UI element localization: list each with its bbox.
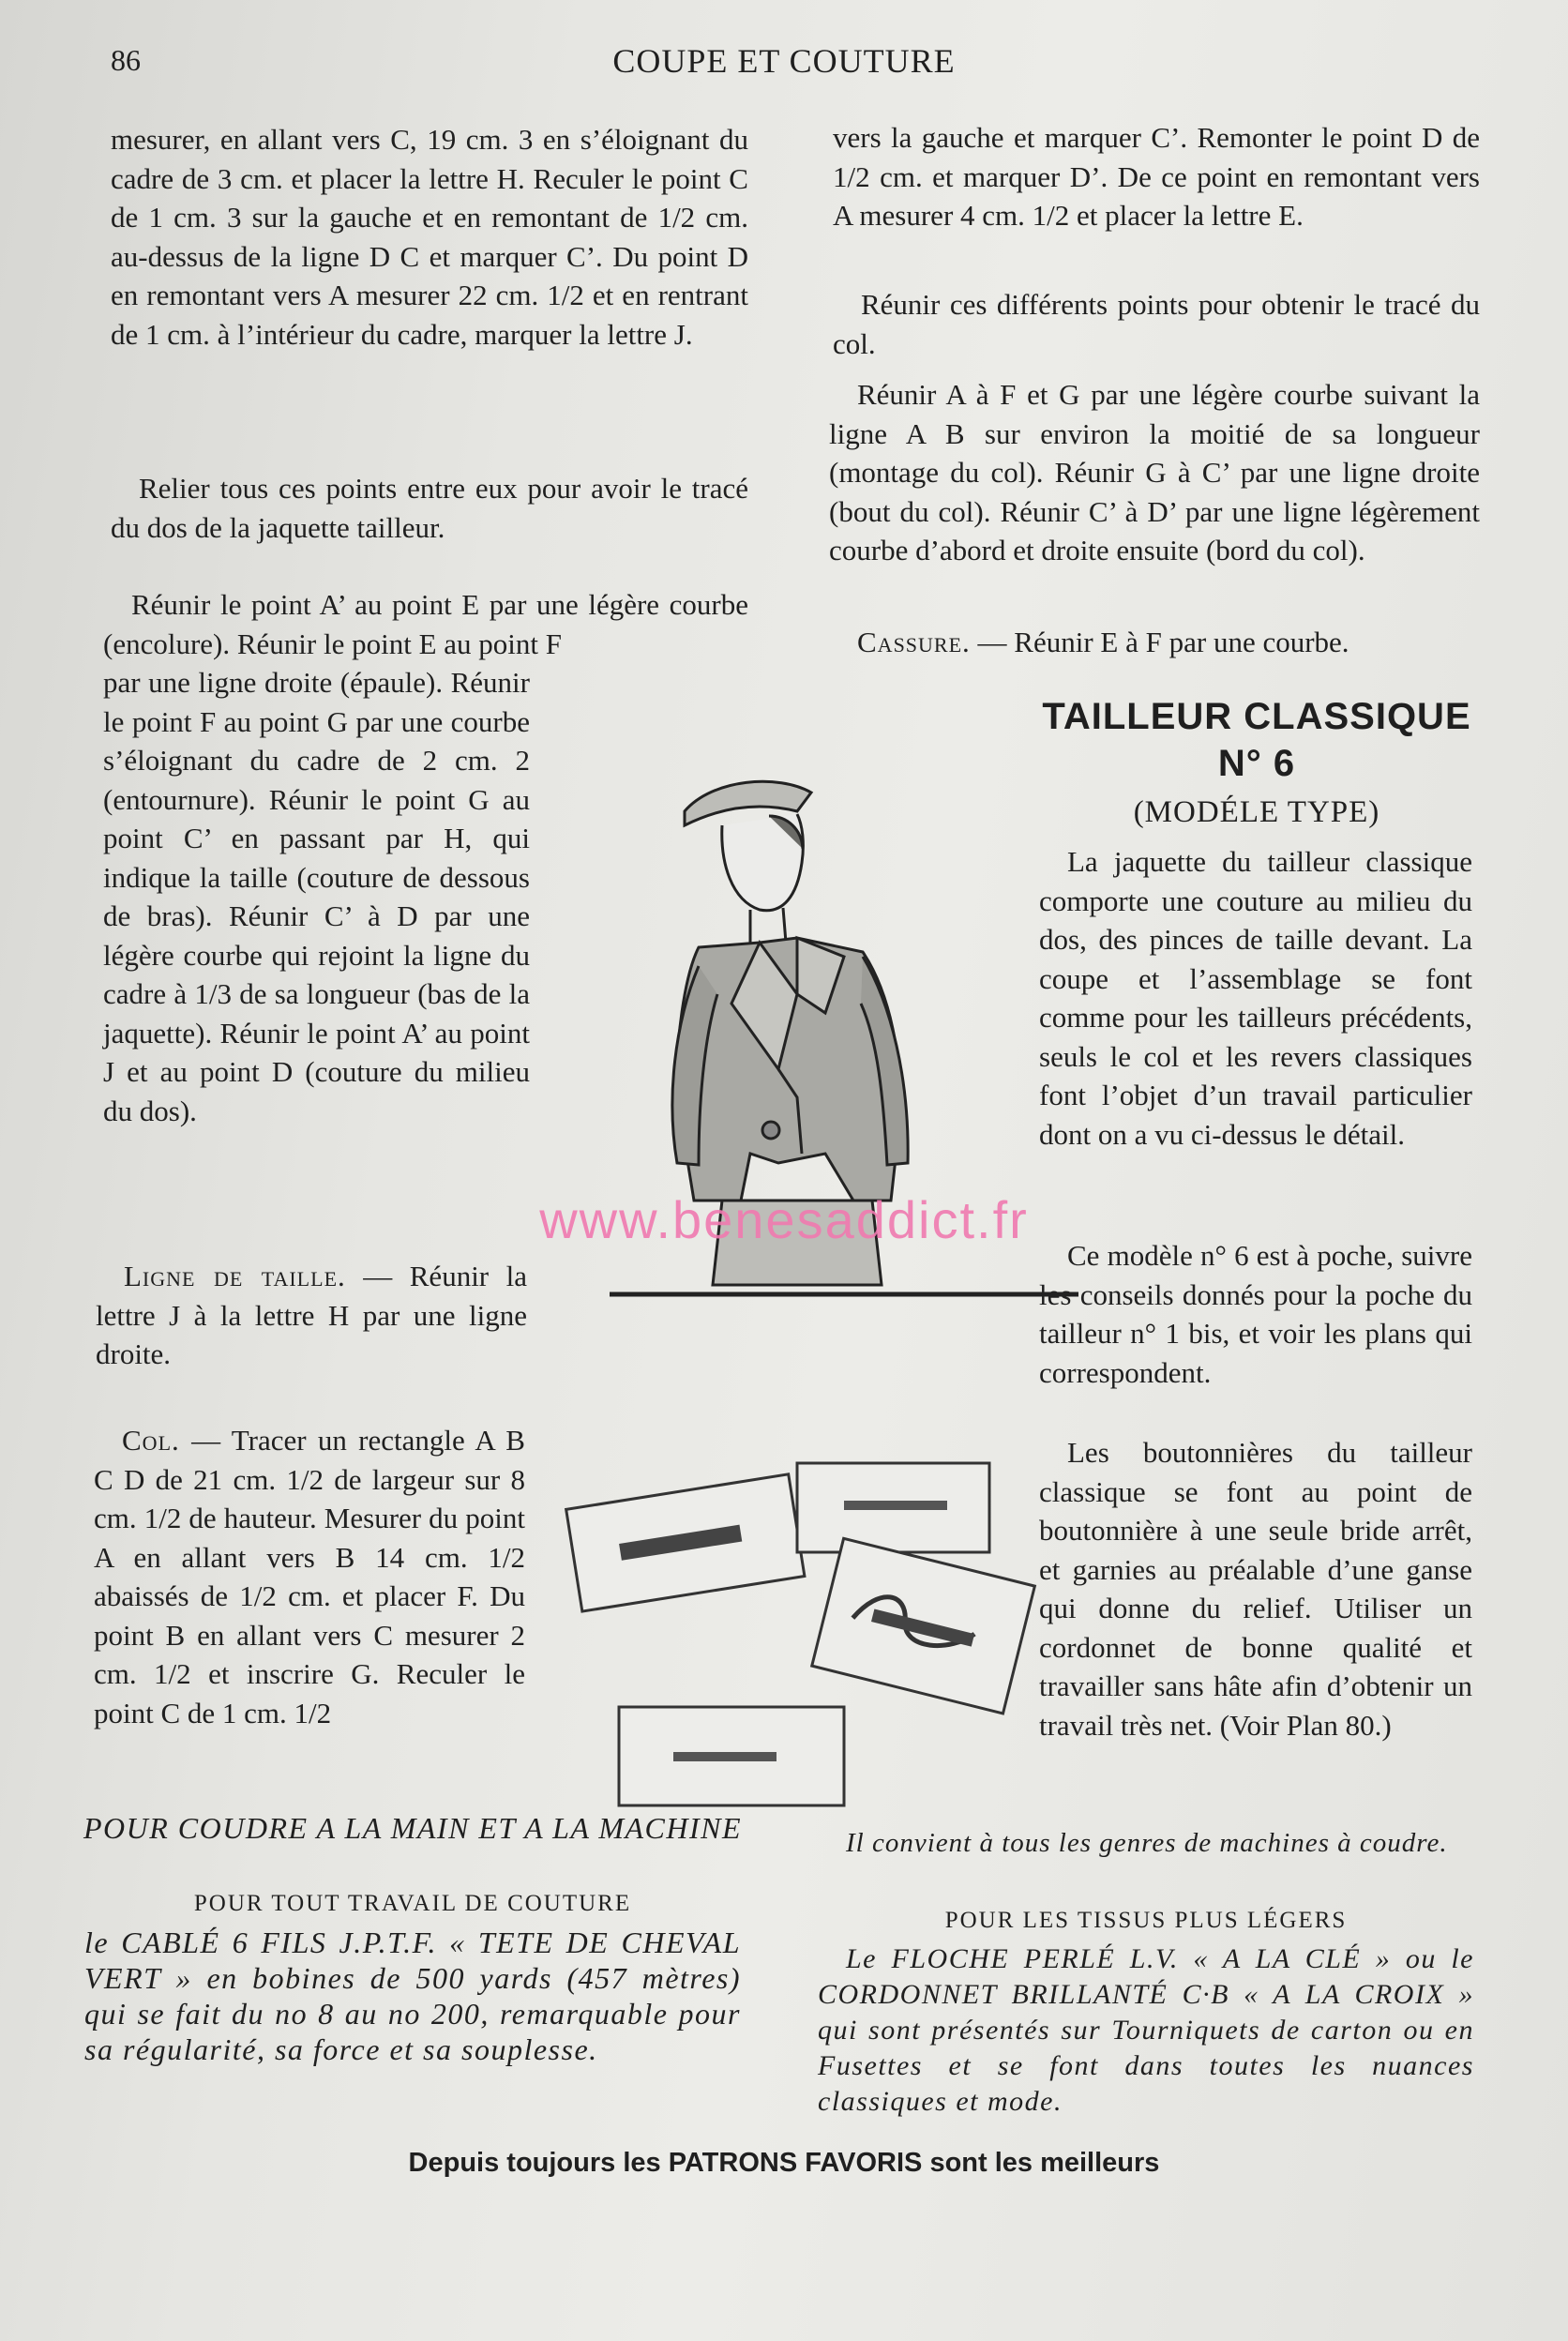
right-paragraph-6: Les boutonnières du tailleur classique se font au point de boutonnière à une seule bride arrêt, et garnies au préalable d’une ganse qui donne du relief. Utiliser un cordonnet de bonne qualité et travailler sans hâte afin d’obtenir un travail très net. (Voir Plan 80.)	[1039, 1436, 1472, 1742]
ad-left-body: le CABLÉ 6 FILS J.P.T.F. « TETE DE CHEVAL VERT » en bobines de 500 yards (457 mètres) qui se fait du no 8 au no 200, remarquable pour sa régularité, sa force et sa souplesse.	[84, 1926, 741, 2066]
cassure-text: — Réunir E à F par une courbe.	[970, 626, 1349, 658]
ad-right-subtitle: POUR LES TISSUS PLUS LÉGERS	[944, 1908, 1348, 1933]
right-paragraph-1: vers la gauche et marquer C’. Remonter le point D de 1/2 cm. et marquer D’. De ce point en remontant vers A mesurer 4 cm. 1/2 et placer la lettre E.	[833, 121, 1480, 232]
ligne-de-taille-paragraph	[96, 1257, 527, 1374]
ad-left-title: POUR COUDRE A LA MAIN ET A LA MACHINE	[83, 1811, 743, 1845]
ad-right-body: Le FLOCHE PERLÉ L.V. « A LA CLÉ » ou le CORDONNET BRILLANTÉ C·B « A LA CROIX » qui sont présentés sur Tourniquets de carton ou en Fusettes et se font dans toutes les nuances classiques et mode.	[818, 1943, 1474, 2117]
watermark-text: www.benesaddict.fr	[539, 1190, 1029, 1249]
left-paragraph-2: Relier tous ces points entre eux pour avoir le tracé du dos de la jaquette tailleur.	[111, 472, 748, 544]
section-heading-title: TAILLEUR CLASSIQUE	[1042, 696, 1471, 737]
page-number: 86	[111, 43, 141, 77]
left-paragraph-1: mesurer, en allant vers C, 19 cm. 3 en s’éloignant du cadre de 3 cm. et placer la lettre H. Reculer le point C de 1 cm. 3 sur la gauche et en remontant de 1/2 cm. au-dessus de la ligne D C et marquer C’. Du point D en remontant vers A mesurer 22 cm. 1/2 et en rentrant de 1 cm. à l’intérieur du cadre, marquer la lettre J.	[111, 123, 748, 351]
section-heading-number: N° 6	[1217, 743, 1296, 784]
right-paragraph-4: La jaquette du tailleur classique comporte une couture au milieu du dos, des pinces de taille devant. La coupe et l’assemblage se font comme pour les tailleurs précédents, seuls le col et les revers classiques font l’objet d’un travail particulier dont on a vu ci-dessus le détail.	[1039, 845, 1472, 1151]
right-paragraph-2: Réunir ces différents points pour obtenir le tracé du col.	[833, 288, 1480, 360]
right-paragraph-5: Ce modèle n° 6 est à poche, suivre les conseils donnés pour la poche du tailleur n° 1 bis, et voir les plans qui correspondent.	[1039, 1239, 1472, 1389]
ad-left-subtitle: POUR TOUT TRAVAIL DE COUTURE	[193, 1891, 632, 1916]
ad-right-title: Il convient à tous les genres de machines à coudre.	[846, 1828, 1448, 1858]
cassure-label: Cassure.	[857, 626, 971, 658]
left-paragraph-3b: par une ligne droite (épaule). Réunir le point F au point G par une courbe s’éloignant du cadre de 2 cm. 2 (entournure). Réunir le point G au point C’ en passant par H, qui indique la taille (couture de dessous de bras). Réunir C’ à D par une légère courbe qui rejoint la ligne du cadre à 1/3 de sa longueur (bas de la jaquette). Réunir le point A’ au point J et au point D (couture du milieu du dos).	[103, 666, 530, 1127]
ligne-de-taille-text: — Réunir la lettre J à la lettre H par une ligne droite.	[96, 1260, 528, 1370]
ligne-de-taille-label: Ligne de taille.	[124, 1260, 346, 1292]
cassure-paragraph	[829, 623, 1480, 662]
running-head: COUPE ET COUTURE	[612, 42, 956, 80]
section-heading-subtitle: (MODÉLE TYPE)	[1133, 795, 1380, 829]
footer-slogan: Depuis toujours les PATRONS FAVORIS sont les meilleurs	[408, 2148, 1160, 2178]
buttonhole-diagrams	[563, 1454, 1050, 1820]
col-paragraph	[94, 1421, 525, 1732]
col-label: Col.	[122, 1424, 180, 1457]
col-text: — Tracer un rectangle A B C D de 21 cm. 1/2 de largeur sur 8 cm. 1/2 de hauteur. Mesurer du point A en allant vers B 14 cm. 1/2 abaissés de 1/2 cm. et placer F. Du point B en allant vers C mesurer 2 cm. 1/2 et inscrire G. Reculer le point C de 1 cm. 1/2	[94, 1424, 525, 1729]
left-paragraph-3a: Réunir le point A’ au point E par une légère courbe (encolure). Réunir le point E au point F	[103, 588, 748, 660]
right-paragraph-3: Réunir A à F et G par une légère courbe suivant la ligne A B sur environ la moitié de sa longueur (montage du col). Réunir G à C’ par une ligne droite (bout du col). Réunir C’ à D’ par une ligne légèrement courbe d’abord et droite ensuite (bord du col).	[829, 378, 1480, 566]
